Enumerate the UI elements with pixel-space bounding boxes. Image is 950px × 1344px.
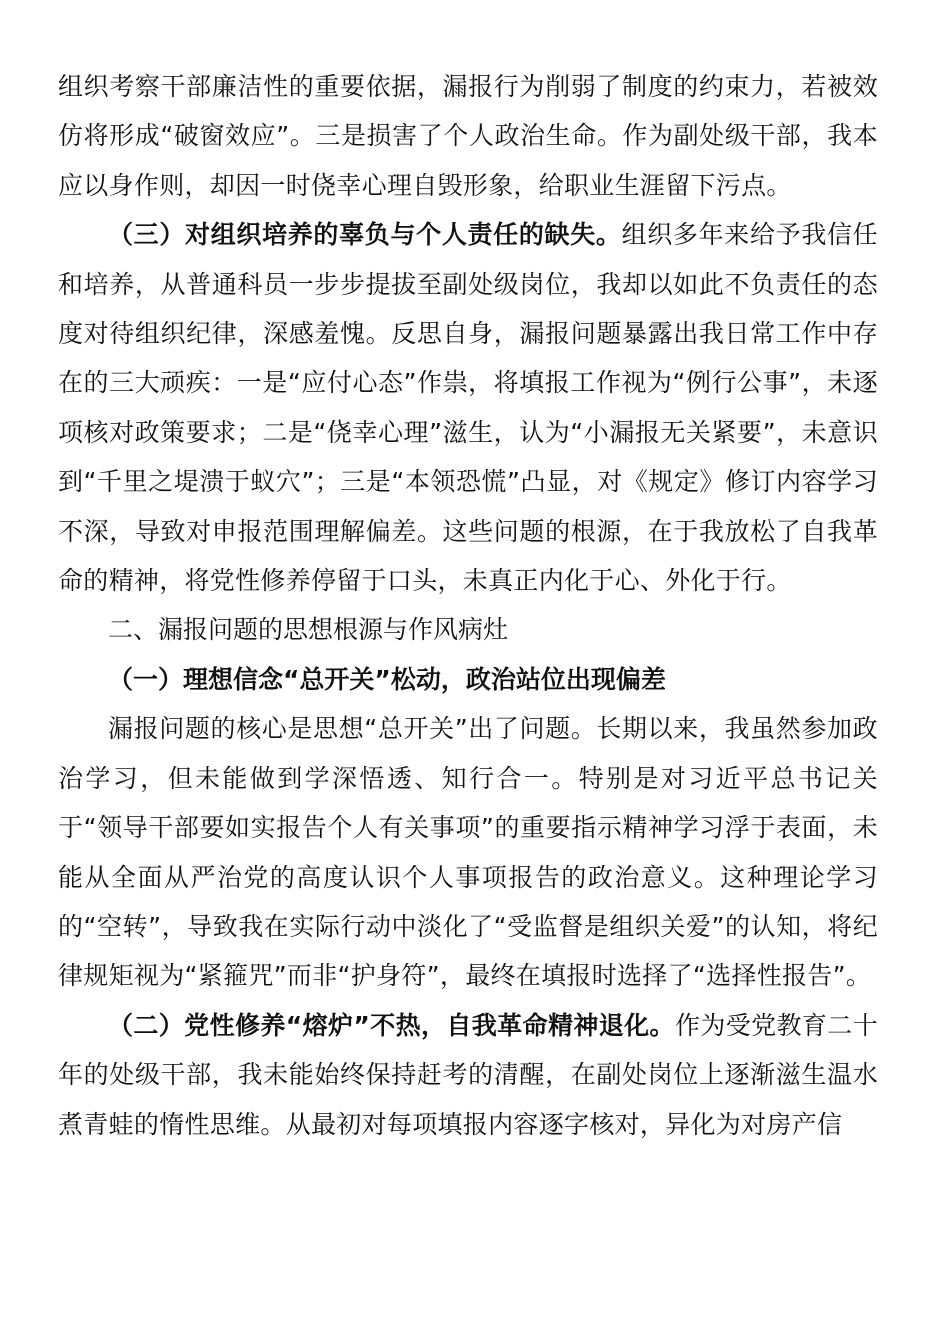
paragraph-organization-trust	[58, 210, 878, 605]
subheading-party-spirit: （二）党性修养“熔炉”不热，自我革命精神退化。	[108, 1010, 675, 1040]
document-page	[58, 62, 878, 1149]
paragraph-organization-trust-text: 组织多年来给予我信任和培养，从普通科员一步步提拔至副处级岗位，我却以如此不负责任的态度对待组织纪律，深感羞愧。反思自身，漏报问题暴露出我日常工作中存在的三大顽疾：一是“应付心态”作祟，将填报工作视为“例行公事”，未逐项核对政策要求；二是“侥幸心理”滋生，认为“小漏报无关紧要”，未意识到“千里之堤溃于蚁穴”；三是“本领恐慌”凸显，对《规定》修订内容学习不深，导致对申报范围理解偏差。这些问题的根源，在于我放松了自我革命的精神，将党性修养停留于口头，未真正内化于心、外化于行。	[58, 220, 878, 596]
paragraph-breaking-window: 组织考察干部廉洁性的重要依据，漏报行为削弱了制度的约束力，若被效仿将形成“破窗效应”。三是损害了个人政治生命。作为副处级干部，我本应以身作则，却因一时侥幸心理自毁形象，给职业生涯留下污点。	[58, 72, 878, 200]
paragraph-core-issue: 漏报问题的核心是思想“总开关”出了问题。长期以来，我虽然参加政治学习，但未能做到学深悟透、知行合一。特别是对习近平总书记关于“领导干部要如实报告个人有关事项”的重要指示精神学习浮于表面，未能从全面从严治党的高度认识个人事项报告的政治意义。这种理论学习的“空转”，导致我在实际行动中淡化了“受监督是组织关爱”的认知，将纪律规矩视为“紧箍咒”而非“护身符”，最终在填报时选择了“选择性报告”。	[58, 714, 878, 991]
paragraph-party-spirit	[58, 1001, 878, 1149]
paragraph-party-spirit-text: 作为受党教育二十年的处级干部，我未能始终保持赶考的清醒，在副处岗位上逐渐滋生温水煮青蛙的惰性思维。从最初对每项填报内容逐字核对，异化为对房产信	[58, 1010, 878, 1139]
subheading-section-three: （三）对组织培养的辜负与个人责任的缺失。	[108, 220, 622, 250]
section-heading-two: 二、漏报问题的思想根源与作风病灶	[108, 615, 509, 645]
subheading-ideals-switch: （一）理想信念“总开关”松动，政治站位出现偏差	[108, 664, 666, 694]
